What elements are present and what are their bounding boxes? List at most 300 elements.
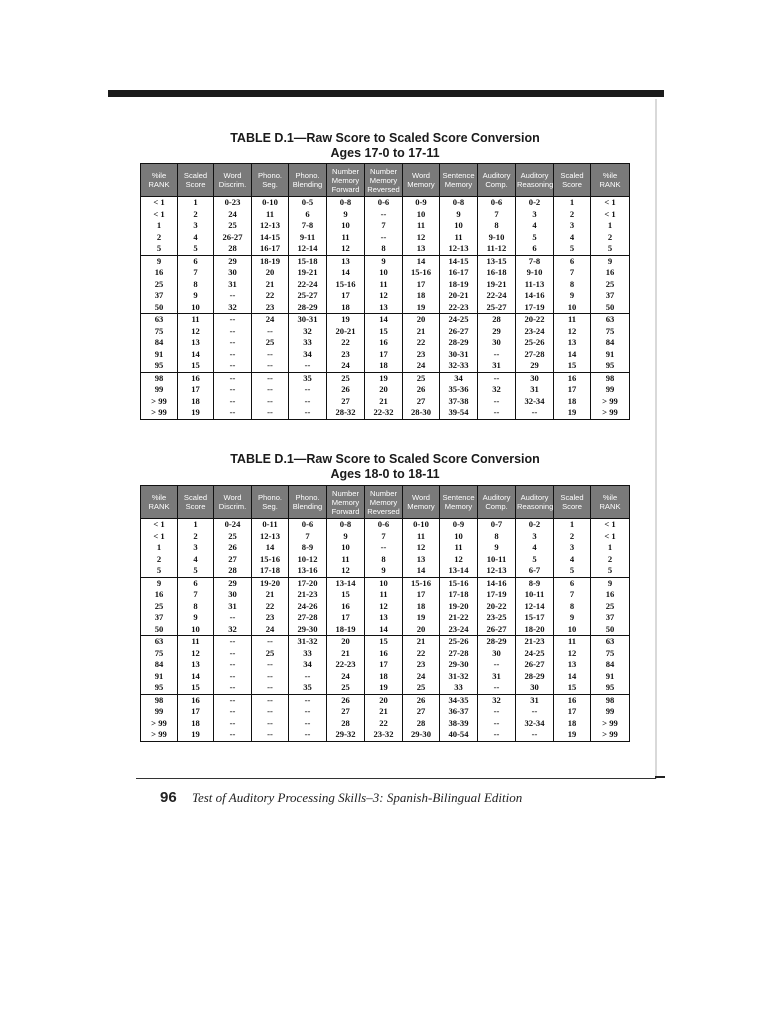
table-cell: 21-23 (289, 589, 327, 601)
table-row (141, 589, 630, 601)
header-row (141, 164, 630, 197)
table-cell: 14 (365, 624, 403, 636)
table-cell: -- (252, 384, 289, 396)
table-cell: 21 (252, 279, 289, 291)
table-cell: 25 (141, 279, 178, 291)
table-cell: -- (478, 682, 516, 694)
table-cell: > 99 (141, 407, 178, 419)
table-cell: 21 (327, 648, 365, 660)
table-cell: 26 (403, 384, 440, 396)
table-cell: -- (214, 671, 252, 683)
table-cell: 8-9 (516, 577, 554, 589)
table-cell: 9 (365, 565, 403, 577)
table-row (141, 209, 630, 221)
table-cell: 1 (554, 519, 591, 531)
table-cell: 14-16 (516, 290, 554, 302)
table-cell: 2 (554, 209, 591, 221)
table-cell: 19 (178, 729, 214, 741)
table-cell: 2 (591, 554, 630, 566)
table-cell: -- (252, 360, 289, 372)
table-cell: 6 (516, 243, 554, 255)
table-row (141, 682, 630, 694)
table-cell: 22 (403, 337, 440, 349)
table-cell: -- (252, 407, 289, 419)
column-header: Scaled Score (178, 486, 214, 519)
table-cell: 24 (252, 314, 289, 326)
table-cell: -- (214, 612, 252, 624)
table-cell: -- (214, 718, 252, 730)
table-cell: 98 (141, 694, 178, 706)
table-cell: 8 (365, 243, 403, 255)
table-cell: -- (214, 314, 252, 326)
table-cell: -- (365, 542, 403, 554)
table-title-2 (140, 452, 630, 482)
table-cell: 5 (516, 554, 554, 566)
table-cell: 35 (289, 682, 327, 694)
table-cell: > 99 (141, 729, 178, 741)
table-cell: 12 (365, 601, 403, 613)
table-cell: 11 (365, 589, 403, 601)
table-cell: 28-29 (478, 636, 516, 648)
table-cell: 1 (178, 519, 214, 531)
table-cell: 31-32 (440, 671, 478, 683)
page-number: 96 (160, 789, 177, 806)
table-cell: 35 (289, 372, 327, 384)
table-cell: 37-38 (440, 396, 478, 408)
table-cell: 12-13 (440, 243, 478, 255)
table-cell: 9 (591, 255, 630, 267)
table-row (141, 302, 630, 314)
table-cell: 9 (478, 542, 516, 554)
table-cell: 37 (141, 290, 178, 302)
table-cell: 50 (591, 624, 630, 636)
table-cell: > 99 (141, 396, 178, 408)
table-cell: 19-20 (440, 601, 478, 613)
column-header: %ile RANK (591, 486, 630, 519)
table-cell: 0-8 (327, 197, 365, 209)
table-cell: 14 (365, 314, 403, 326)
column-header: Phono. Blending (289, 164, 327, 197)
table-cell: 22-24 (289, 279, 327, 291)
table-title-1 (140, 131, 630, 161)
table-cell: 84 (141, 337, 178, 349)
table-cell: 5 (178, 243, 214, 255)
table-row (141, 407, 630, 419)
column-header: Phono. Blending (289, 486, 327, 519)
table-cell: 9 (178, 612, 214, 624)
table-cell: 31 (516, 384, 554, 396)
table-cell: 29 (214, 255, 252, 267)
table-cell: 7 (478, 209, 516, 221)
column-header: Word Discrim. (214, 486, 252, 519)
table-cell: 21 (252, 589, 289, 601)
table-cell: 91 (141, 671, 178, 683)
table-cell: 19 (365, 682, 403, 694)
table-cell: < 1 (591, 519, 630, 531)
table-cell: 30 (214, 589, 252, 601)
table-cell: 4 (554, 232, 591, 244)
table-cell: 28 (214, 565, 252, 577)
table-cell: 5 (591, 565, 630, 577)
table-cell: 15-16 (252, 554, 289, 566)
table-cell: -- (516, 706, 554, 718)
table-cell: > 99 (591, 729, 630, 741)
table-cell: 8 (178, 601, 214, 613)
table-cell: 17-18 (440, 589, 478, 601)
table-cell: 21-22 (440, 612, 478, 624)
table-cell: 5 (178, 565, 214, 577)
table-cell: 22 (403, 648, 440, 660)
table-cell: 12 (327, 243, 365, 255)
table-cell: 19 (554, 407, 591, 419)
table-cell: 0-5 (289, 197, 327, 209)
table-cell: 10 (554, 302, 591, 314)
table-cell: -- (252, 636, 289, 648)
table-cell: 5 (554, 243, 591, 255)
table-cell: 31 (214, 601, 252, 613)
table-cell: -- (289, 360, 327, 372)
table-cell: -- (289, 694, 327, 706)
table-cell: 11 (178, 314, 214, 326)
table-cell: 3 (516, 209, 554, 221)
table-row (141, 531, 630, 543)
footer-rule (136, 778, 656, 779)
table-cell: 36-37 (440, 706, 478, 718)
table-cell: 22-32 (365, 407, 403, 419)
table-cell: 12-13 (252, 220, 289, 232)
table-cell: 20 (403, 314, 440, 326)
table-cell: 16 (554, 694, 591, 706)
table-cell: 10 (440, 220, 478, 232)
table-cell: 23 (403, 349, 440, 361)
table-cell: -- (214, 648, 252, 660)
table-row (141, 337, 630, 349)
table-cell: 28-29 (516, 671, 554, 683)
table-cell: 20 (252, 267, 289, 279)
table-row (141, 729, 630, 741)
table-cell: -- (214, 360, 252, 372)
table-cell: -- (214, 326, 252, 338)
table-cell: -- (289, 671, 327, 683)
table-cell: -- (365, 209, 403, 221)
table-cell: 12 (327, 565, 365, 577)
table-cell: 25-27 (478, 302, 516, 314)
table-cell: -- (252, 694, 289, 706)
table-row (141, 577, 630, 589)
table-cell: -- (214, 290, 252, 302)
table-cell: 0-6 (365, 197, 403, 209)
table-cell: 15 (178, 360, 214, 372)
column-header: Number Memory Reversed (365, 486, 403, 519)
column-header: Auditory Comp. (478, 164, 516, 197)
column-header: Sentence Memory (440, 486, 478, 519)
table-cell: 23 (403, 659, 440, 671)
table-cell: 28-29 (289, 302, 327, 314)
table-cell: 21 (365, 706, 403, 718)
table-cell: 19 (365, 372, 403, 384)
table-cell: 50 (591, 302, 630, 314)
column-header: Word Discrim. (214, 164, 252, 197)
table-cell: 0-8 (327, 519, 365, 531)
table-cell: 20-22 (478, 601, 516, 613)
table-cell: 98 (591, 694, 630, 706)
table-cell: 32-34 (516, 718, 554, 730)
table-cell: 25 (403, 372, 440, 384)
table-cell: 29 (516, 360, 554, 372)
table-row (141, 554, 630, 566)
table-cell: 8-9 (289, 542, 327, 554)
table-cell: 19 (554, 729, 591, 741)
table-cell: 3 (554, 220, 591, 232)
table-cell: 26 (403, 694, 440, 706)
table-cell: 31 (478, 671, 516, 683)
table-cell: 17 (365, 659, 403, 671)
table-cell: 13 (178, 659, 214, 671)
table-cell: 26-27 (214, 232, 252, 244)
table-cell: 6 (554, 577, 591, 589)
table-cell: 18 (178, 396, 214, 408)
column-header: Number Memory Forward (327, 486, 365, 519)
table-cell: < 1 (141, 519, 178, 531)
table-cell: 10 (178, 302, 214, 314)
table-cell: -- (214, 682, 252, 694)
table-row (141, 314, 630, 326)
table-cell: 33 (289, 648, 327, 660)
table-cell: 17 (178, 706, 214, 718)
table-cell: 27 (403, 396, 440, 408)
table-cell: 9 (554, 612, 591, 624)
table-cell: 22 (327, 337, 365, 349)
table-subtitle-text: Ages 17-0 to 17-11 (330, 146, 440, 160)
table-cell: -- (289, 718, 327, 730)
table-cell: 25 (252, 648, 289, 660)
table-cell: 8 (554, 601, 591, 613)
table-cell: 15-16 (403, 267, 440, 279)
table-cell: -- (214, 729, 252, 741)
table-cell: 23 (327, 349, 365, 361)
table-cell: 15-16 (440, 577, 478, 589)
table-cell: 13-14 (440, 565, 478, 577)
table-cell: 21-23 (516, 636, 554, 648)
table-cell: -- (214, 384, 252, 396)
table-cell: 22-23 (440, 302, 478, 314)
table-cell: 75 (141, 326, 178, 338)
table-cell: 23-24 (440, 624, 478, 636)
table-cell: -- (214, 372, 252, 384)
table-cell: 5 (591, 243, 630, 255)
table-cell: 14 (403, 255, 440, 267)
table-cell: 8 (178, 279, 214, 291)
table-row (141, 694, 630, 706)
table-cell: -- (289, 706, 327, 718)
table-cell: 15-16 (403, 577, 440, 589)
table-cell: 50 (141, 302, 178, 314)
table-cell: 0-6 (478, 197, 516, 209)
table-cell: < 1 (591, 531, 630, 543)
table-cell: 11 (554, 636, 591, 648)
table-cell: 0-9 (403, 197, 440, 209)
table-cell: 0-11 (252, 519, 289, 531)
table-cell: 3 (178, 220, 214, 232)
table-cell: 95 (141, 682, 178, 694)
table-row (141, 706, 630, 718)
table-cell: -- (289, 729, 327, 741)
table-cell: 63 (591, 636, 630, 648)
table-cell: 38-39 (440, 718, 478, 730)
table-cell: 14 (554, 671, 591, 683)
table-cell: 27 (214, 554, 252, 566)
table-cell: 3 (516, 531, 554, 543)
column-header: Scaled Score (178, 164, 214, 197)
table-cell: 17-19 (478, 589, 516, 601)
table-row (141, 243, 630, 255)
table-cell: 4 (178, 232, 214, 244)
table-cell: 2 (141, 232, 178, 244)
table-cell: 34-35 (440, 694, 478, 706)
table-cell: -- (478, 349, 516, 361)
table-cell: 40-54 (440, 729, 478, 741)
table-cell: 29-30 (289, 624, 327, 636)
column-header: Number Memory Forward (327, 164, 365, 197)
table-cell: 25 (591, 601, 630, 613)
table-cell: 18 (403, 290, 440, 302)
table-cell: 24 (403, 671, 440, 683)
table-cell: 1 (141, 542, 178, 554)
table-cell: 26 (214, 542, 252, 554)
table-cell: 3 (178, 542, 214, 554)
table-cell: 13-14 (327, 577, 365, 589)
table-cell: 63 (141, 314, 178, 326)
table-cell: 25-26 (440, 636, 478, 648)
table-cell: 37 (141, 612, 178, 624)
table-cell: > 99 (591, 407, 630, 419)
table-cell: 9 (178, 290, 214, 302)
table-cell: 13 (554, 337, 591, 349)
table-cell: 37 (591, 612, 630, 624)
table-cell: 18-19 (327, 624, 365, 636)
table-row (141, 519, 630, 531)
table-cell: -- (478, 396, 516, 408)
table-cell: -- (214, 706, 252, 718)
table-cell: 99 (591, 706, 630, 718)
table-cell: 22-24 (478, 290, 516, 302)
table-cell: 18 (365, 671, 403, 683)
table-cell: -- (252, 326, 289, 338)
table-cell: 11 (403, 531, 440, 543)
column-header: Phono. Seg. (252, 164, 289, 197)
table-row (141, 636, 630, 648)
column-header: Auditory Reasoning (516, 486, 554, 519)
table-cell: -- (214, 349, 252, 361)
table-row (141, 326, 630, 338)
table-cell: 2 (178, 531, 214, 543)
table-cell: 30 (478, 337, 516, 349)
column-header: Scaled Score (554, 486, 591, 519)
table-cell: 17 (178, 384, 214, 396)
table-cell: 29 (478, 326, 516, 338)
table-cell: 63 (141, 636, 178, 648)
table-cell: 19-20 (252, 577, 289, 589)
table-cell: 8 (554, 279, 591, 291)
table-cell: 31 (516, 694, 554, 706)
table-cell: -- (365, 232, 403, 244)
table-cell: < 1 (141, 531, 178, 543)
table-cell: 29-30 (440, 659, 478, 671)
column-header: Phono. Seg. (252, 486, 289, 519)
table-title-text: TABLE D.1—Raw Score to Scaled Score Conversion (230, 131, 540, 145)
table-cell: 12 (365, 290, 403, 302)
table-row (141, 220, 630, 232)
table-cell: -- (252, 706, 289, 718)
table-cell: 8 (478, 531, 516, 543)
table-cell: 13 (365, 612, 403, 624)
table-cell: 9-11 (289, 232, 327, 244)
table-cell: 17 (403, 279, 440, 291)
table-row (141, 255, 630, 267)
table-row (141, 384, 630, 396)
table-cell: 27-28 (289, 612, 327, 624)
table-cell: 23 (252, 302, 289, 314)
table-cell: 1 (591, 220, 630, 232)
table-cell: 17 (327, 290, 365, 302)
table-cell: 28 (214, 243, 252, 255)
table-cell: -- (214, 636, 252, 648)
page-edge-mark (655, 776, 665, 778)
table-cell: 16-18 (478, 267, 516, 279)
table-cell: 25 (327, 682, 365, 694)
table-cell: 34 (289, 349, 327, 361)
table-cell: 10-12 (289, 554, 327, 566)
table-cell: 4 (516, 542, 554, 554)
table-cell: -- (252, 349, 289, 361)
table-row (141, 197, 630, 209)
table-cell: 8 (478, 220, 516, 232)
table-cell: 16 (141, 589, 178, 601)
table-cell: 26-27 (516, 659, 554, 671)
table-cell: 29 (214, 577, 252, 589)
table-cell: 0-6 (365, 519, 403, 531)
table-cell: 7 (365, 220, 403, 232)
table-cell: 5 (141, 565, 178, 577)
table-cell: 16 (365, 337, 403, 349)
table-cell: 13-15 (478, 255, 516, 267)
table-cell: 26 (327, 384, 365, 396)
table-cell: 25 (252, 337, 289, 349)
table-cell: 15 (365, 326, 403, 338)
table-cell: 10 (440, 531, 478, 543)
table-cell: 95 (591, 360, 630, 372)
table-cell: 0-10 (403, 519, 440, 531)
table-cell: 99 (141, 706, 178, 718)
table-cell: 31-32 (289, 636, 327, 648)
table-cell: 7-8 (289, 220, 327, 232)
table-cell: 24-25 (440, 314, 478, 326)
table-cell: 6-7 (516, 565, 554, 577)
table-cell: 9-10 (516, 267, 554, 279)
table-cell: 12-13 (252, 531, 289, 543)
table-cell: 29-32 (327, 729, 365, 741)
column-header: Word Memory (403, 164, 440, 197)
table-cell: 33 (289, 337, 327, 349)
table-cell: 17 (365, 349, 403, 361)
table-cell: 24 (327, 360, 365, 372)
table-cell: 16 (178, 372, 214, 384)
table-row (141, 659, 630, 671)
table-cell: 9 (141, 255, 178, 267)
table-cell: -- (214, 694, 252, 706)
table-cell: 9 (440, 209, 478, 221)
table-cell: 29-30 (403, 729, 440, 741)
